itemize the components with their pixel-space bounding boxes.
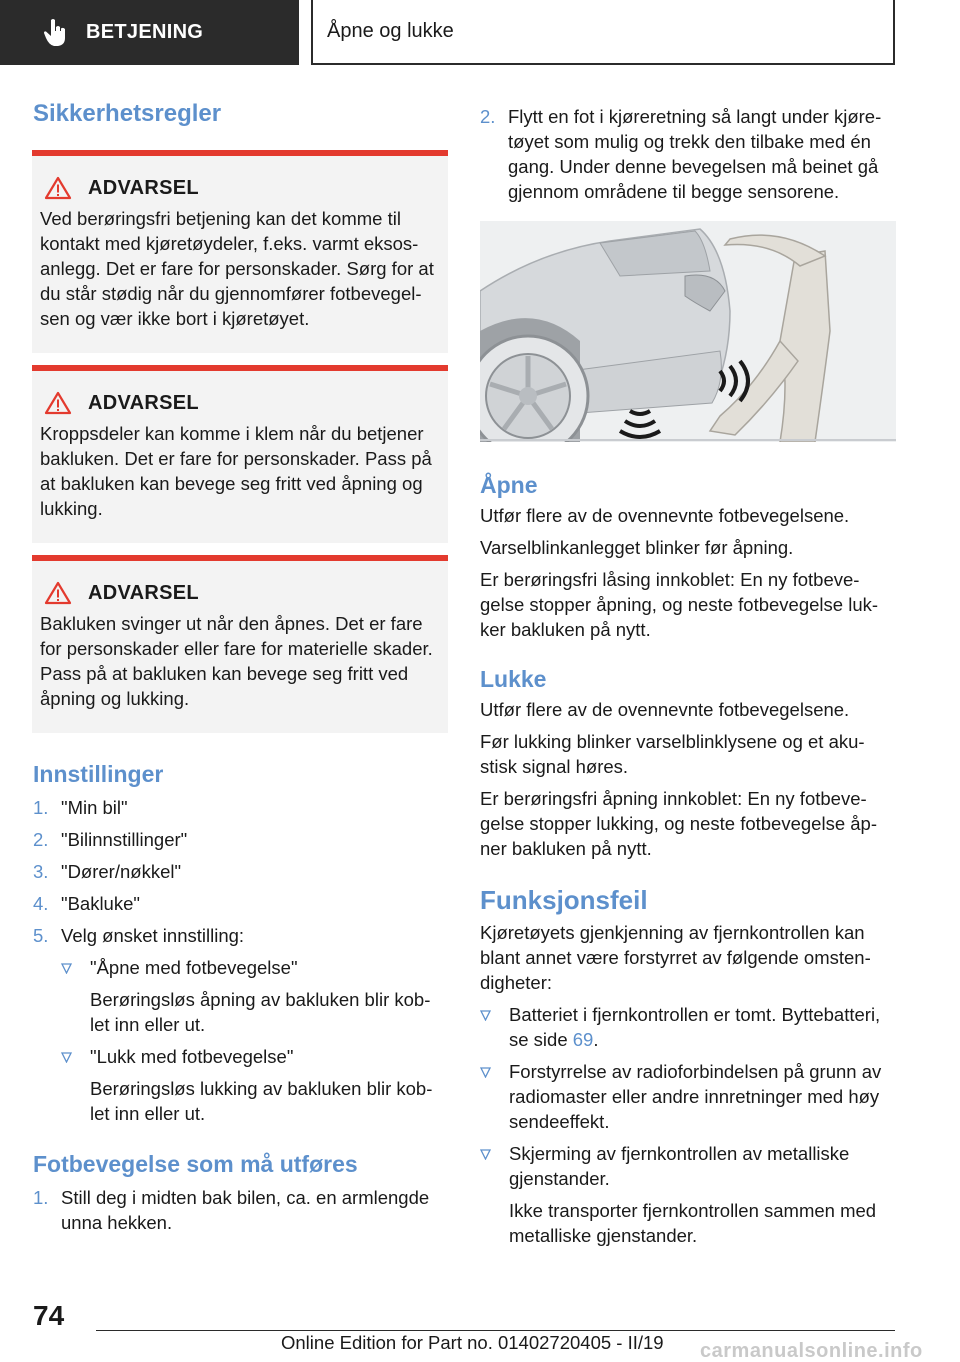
hand-pointer-icon [36, 13, 76, 53]
list-item: 1. "Min bil" [33, 797, 128, 818]
warning-text: Kroppsdeler kan komme i klem når du betjener bakluken. Det er fare for personskader. Pass på at bakluken kan bevege seg fritt ved åpning og lukking. [40, 423, 432, 519]
foot-steps [33, 1185, 448, 1235]
footer-divider [96, 1330, 895, 1331]
foot-movement-heading: Fotbevegelse som må utføres [33, 1151, 358, 1177]
open-text-3: Er berøringsfri låsing innkoblet: En ny fotbeve-gelse stopper åpning, og neste fotbevegelse luk-ker bakluken på nytt. [480, 569, 879, 640]
list-item: 4. "Bakluke" [33, 893, 140, 914]
edition-text: Online Edition for Part no. 01402720405 - II/19 [281, 1332, 664, 1353]
warning-title: ADVARSEL [88, 391, 199, 414]
list-item: 1. Still deg i midten bak bilen, ca. en armlengde unna hekken. [33, 1187, 430, 1233]
open-text-2: Varselblinkanlegget blinker før åpning. [480, 537, 794, 558]
open-text-1: Utfør flere av de ovennevnte fotbevegelsene. [480, 505, 850, 526]
warning-title: ADVARSEL [88, 176, 199, 199]
list-item: 3. "Dører/nøkkel" [33, 861, 182, 882]
right-column [480, 100, 897, 1248]
warning-box-1 [32, 150, 448, 353]
fault-note: Ikke transporter fjernkontrollen sammen med metalliske gjenstander. [509, 1200, 877, 1246]
warning-box-2 [32, 365, 448, 543]
section-title: BETJENING [86, 21, 204, 43]
list-item: Batteriet i fjernkontrollen er tomt. Byttebatteri, se side 69. [480, 1002, 897, 1052]
warning-triangle-icon [44, 581, 72, 605]
settings-heading: Innstillinger [33, 761, 164, 787]
close-text-1: Utfør flere av de ovennevnte fotbevegelsene. [480, 699, 850, 720]
warning-triangle-icon [44, 176, 72, 200]
list-item: 5. Velg ønsket innstilling: "Åpne med fotbevegelse" Berøringsløs åpning av bakluken blir kob-let inn eller ut. "Lukk med fotbevegelse" Berøringsløs lukking av bakluken blir kob-let inn eller ut. [33, 923, 448, 1126]
bullet-triangle-icon [61, 1044, 90, 1126]
page-reference-link[interactable]: 69 [572, 1029, 594, 1050]
warning-title: ADVARSEL [88, 581, 199, 604]
fault-intro: Kjøretøyets gjenkjenning av fjernkontrollen kan blant annet være forstyrret av følgende omsten-digheter: [480, 922, 871, 993]
chapter-title: Åpne og lukke [311, 0, 895, 65]
bullet-triangle-icon [480, 1141, 509, 1248]
warning-triangle-icon [44, 391, 72, 415]
safety-heading: Sikkerhetsregler [33, 100, 222, 127]
watermark: carmanualsonline.info [700, 1340, 923, 1362]
open-heading: Åpne [480, 472, 538, 498]
option-name: "Lukk med fotbevegelse" [90, 1046, 294, 1067]
section-tab [0, 0, 299, 65]
fault-heading: Funksjonsfeil [480, 885, 648, 915]
warning-text: Ved berøringsfri betjening kan det komme til kontakt med kjøretøydeler, f.eks. varmt eksos-anlegg. Det er fare for personskader. Sørg for at du står stødig når du gjennomfører fotbevegel-sen og vær ikke bort i kjøretøyet. [40, 208, 434, 329]
list-item: 2. "Bilinnstillinger" [33, 829, 188, 850]
kick-sensor-illustration [480, 221, 896, 442]
option-desc: Berøringsløs åpning av bakluken blir kob-let inn eller ut. [90, 989, 431, 1035]
list-item: Forstyrrelse av radioforbindelsen på grunn av radiomaster eller andre innretninger med høy sendeeffekt. [480, 1059, 897, 1134]
bullet-triangle-icon [480, 1002, 509, 1052]
bullet-triangle-icon [480, 1059, 509, 1134]
close-text-3: Er berøringsfri åpning innkoblet: En ny fotbeve-gelse stopper lukking, og neste fotbevegelse åp-ner bakluken på nytt. [480, 788, 877, 859]
page-number: 74 [33, 1300, 65, 1331]
option-item [61, 1044, 448, 1126]
settings-steps [33, 795, 448, 1126]
left-column [33, 100, 448, 1235]
option-desc: Berøringsløs lukking av bakluken blir kob-let inn eller ut. [90, 1078, 433, 1124]
close-heading: Lukke [480, 666, 547, 692]
list-item: 2. Flytt en fot i kjøreretning så langt under kjøre-tøyet som mulig og trekk den tilbake med én gang. Under denne bevegelsen må beinet gå gjennom områdene til begge sensorene. [480, 106, 882, 202]
option-item [61, 955, 448, 1037]
warning-text: Bakluken svinger ut når den åpnes. Det er fare for personskader eller fare for materielle skader. Pass på at bakluken kan bevege seg fritt ved åpning og lukking. [40, 613, 433, 709]
bullet-triangle-icon [61, 955, 90, 1037]
close-text-2: Før lukking blinker varselblinklysene og et aku-stisk signal høres. [480, 731, 865, 777]
warning-box-3 [32, 555, 448, 733]
option-name: "Åpne med fotbevegelse" [90, 957, 298, 978]
list-item: Skjerming av fjernkontrollen av metalliske gjenstander. Ikke transporter fjernkontrollen sammen med metalliske gjenstander. [480, 1141, 897, 1248]
foot-steps-continued [480, 104, 897, 204]
